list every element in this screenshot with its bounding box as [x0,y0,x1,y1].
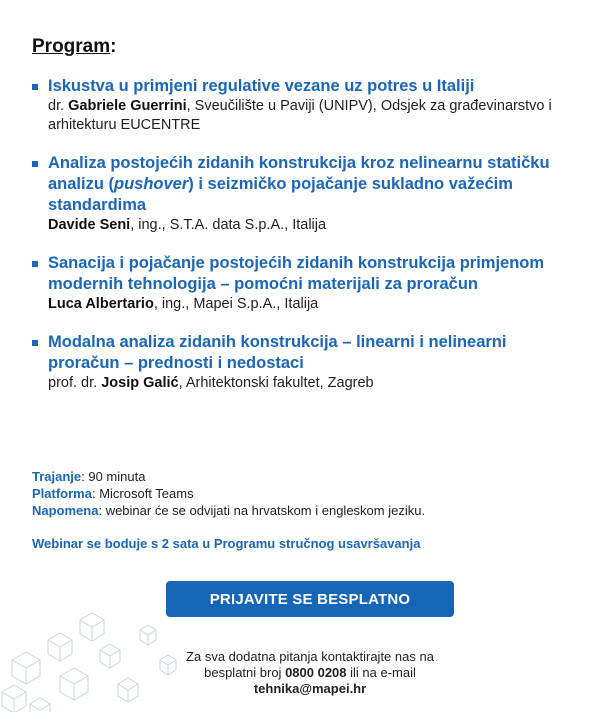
speaker-affiliation: , ing., Mapei S.p.A., Italija [153,296,319,312]
square-bullet-icon [32,84,38,90]
platform-value: : Microsoft Teams [91,486,194,501]
square-bullet-icon [32,340,38,346]
item-title-part: ) i seizmičko pojačanje sukladno važećim standardima [48,175,513,214]
speaker-prefix: dr. [48,98,69,114]
note-value: : webinar će se odvijati na hrvatskom i engleskom jeziku. [98,503,426,518]
contact-line: Za sva dodatna pitanja kontaktirajte nas na [186,649,434,664]
program-heading-colon: : [110,36,117,57]
phone-number[interactable]: 0800 0208 [285,665,347,680]
program-heading-text: Program [32,36,111,57]
register-button[interactable]: PRIJAVITE SE BESPLATNO [166,581,454,617]
cpd-note: Webinar se boduje s 2 sata u Programu stručnog usavršavanja [32,536,421,551]
speaker-name: Josip Galić [101,375,179,391]
contact-line [140,665,480,681]
square-bullet-icon [32,161,38,167]
item-title-emphasis: pushover [114,175,189,193]
duration-line [32,468,425,485]
item-speaker [48,216,580,235]
speaker-name: Gabriele Guerrini [68,98,187,114]
square-bullet-icon [32,261,38,267]
item-speaker [48,97,580,135]
item-title: Iskustva u primjeni regulative vezane uz potres u Italiji [48,77,475,95]
item-speaker [48,374,580,393]
platform-line [32,485,425,502]
speaker-name: Davide Seni [48,217,131,233]
contact-info [140,649,480,697]
program-heading [32,36,580,58]
webinar-info [32,468,425,519]
program-item [32,153,580,235]
note-line [32,502,425,519]
platform-label: Platforma [32,486,92,501]
speaker-affiliation: , Arhitektonski fakultet, Zagreb [178,375,374,391]
item-title-part: Analiza postojećih zidanih konstrukcija kroz nelinearnu statičku analizu ( [48,154,550,193]
duration-value: : 90 minuta [81,469,146,484]
speaker-prefix: prof. dr. [48,375,102,391]
email-link[interactable]: tehnika@mapei.hr [253,681,367,696]
contact-text: besplatni broj [204,665,286,680]
item-speaker [48,295,580,314]
program-item [32,253,580,314]
speaker-name: Luca Albertario [48,296,154,312]
duration-label: Trajanje [32,469,82,484]
item-title: Sanacija i pojačanje postojećih zidanih konstrukcija primjenom modernih tehnologija – pomoćni materijali za proračun [48,254,545,293]
contact-text: ili na e-mail [346,665,416,680]
item-title: Modalna analiza zidanih konstrukcija – linearni i nelinearni proračun – prednosti i nedostaci [48,333,507,372]
item-title [48,153,580,216]
program-item [32,332,580,393]
note-label: Napomena [32,503,99,518]
program-item [32,76,580,135]
speaker-affiliation: , ing., S.T.A. data S.p.A., Italija [130,217,327,233]
speaker-affiliation: , Sveučilište u Paviji (UNIPV), Odsjek za građevinarstvo i arhitekturu EUCENTRE [48,98,552,133]
program-section [32,36,580,411]
